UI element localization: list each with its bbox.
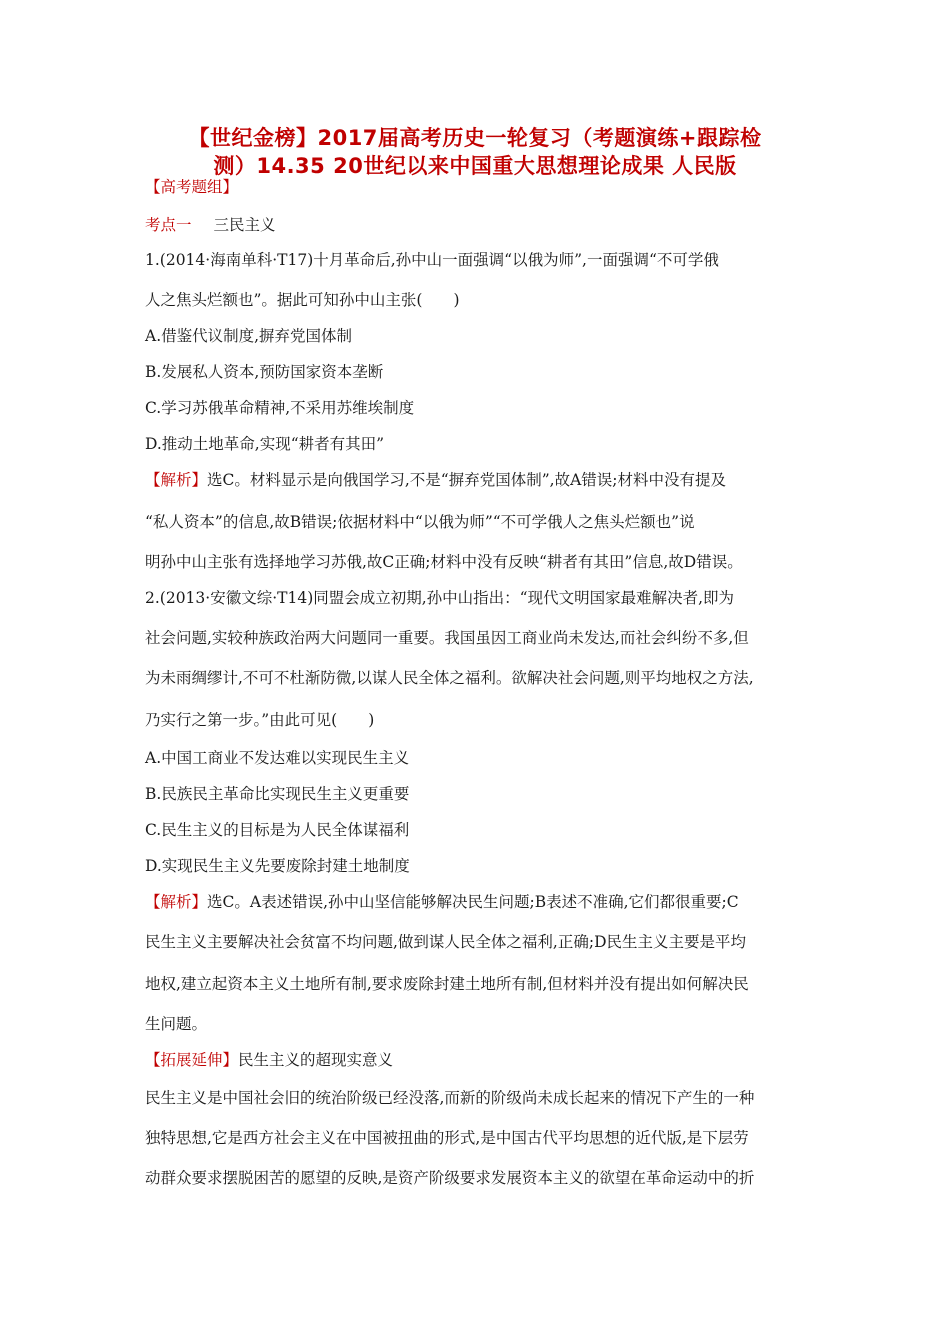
- q2-option-d: D.实现民生主义先要废除封建土地制度: [145, 857, 410, 875]
- q2-option-c: C.民生主义的目标是为人民全体谋福利: [145, 821, 410, 839]
- section-label: 【高考题组】: [145, 178, 239, 196]
- q1-option-d: D.推动土地革命,实现“耕者有其田”: [145, 435, 385, 453]
- document-title-line2: 测）14.35 20世纪以来中国重大思想理论成果 人民版: [213, 154, 737, 178]
- q2-option-a: A.中国工商业不发达难以实现民生主义: [145, 749, 410, 767]
- q2-analysis-line: 民生主义主要解决社会贫富不均问题,做到谋人民全体之福利,正确;D民生主义主要是平均: [145, 933, 747, 951]
- q2-analysis-line: 地权,建立起资本主义土地所有制,要求废除封建土地所有制,但材料并没有提出如何解决民: [145, 975, 749, 993]
- q1-stem-line: 人之焦头烂额也”。据此可知孙中山主张( ): [145, 291, 460, 309]
- q2-option-b: B.民族民主革命比实现民生主义更重要: [145, 785, 410, 803]
- topic-heading: [145, 215, 815, 235]
- q2-stem-line: 2.(2013·安徽文综·T14)同盟会成立初期,孙中山指出：“现代文明国家最难解决者,即为: [145, 589, 735, 607]
- extension-heading: [145, 1050, 815, 1070]
- q2-analysis-line: 生问题。: [145, 1015, 208, 1033]
- q1-option-b: B.发展私人资本,预防国家资本垄断: [145, 363, 384, 381]
- topic-name: 三民主义: [213, 216, 276, 234]
- q2-stem-line: 为未雨绸缪计,不可不杜渐防微,以谋人民全体之福利。欲解决社会问题,则平均地权之方法,: [145, 669, 754, 687]
- q2-stem-line: 乃实行之第一步。”由此可见( ): [145, 711, 375, 729]
- q1-analysis-line: [145, 470, 815, 490]
- extension-body-line: 动群众要求摆脱困苦的愿望的反映,是资产阶级要求发展资本主义的欲望在革命运动中的折: [145, 1169, 755, 1187]
- extension-body-line: 民生主义是中国社会旧的统治阶级已经没落,而新的阶级尚未成长起来的情况下产生的一种: [145, 1089, 755, 1107]
- q1-analysis-line: 明孙中山主张有选择地学习苏俄,故C正确;材料中没有反映“耕者有其田”信息,故D错误。: [145, 553, 743, 571]
- extension-title: 民生主义的超现实意义: [238, 1051, 394, 1069]
- topic-label: 考点一: [145, 216, 192, 234]
- q2-analysis-label: 【解析】: [145, 893, 208, 911]
- q2-analysis-line: [145, 892, 815, 912]
- extension-label: 【拓展延伸】: [145, 1051, 239, 1069]
- q2-stem-line: 社会问题,实较种族政治两大问题同一重要。我国虽因工商业尚未发达,而社会纠纷不多,但: [145, 629, 749, 647]
- q1-stem-line: 1.(2014·海南单科·T17)十月革命后,孙中山一面强调“以俄为师”,一面强调“不可学俄: [145, 251, 719, 269]
- q1-option-a: A.借鉴代议制度,摒弃党国体制: [145, 327, 353, 345]
- q2-analysis-text: 选C。A表述错误,孙中山坚信能够解决民生问题;B表述不准确,它们都很重要;C: [207, 893, 739, 911]
- q1-analysis-label: 【解析】: [145, 471, 208, 489]
- document-title-line1: 【世纪金榜】2017届高考历史一轮复习（考题演练+跟踪检: [188, 126, 762, 150]
- extension-body-line: 独特思想,它是西方社会主义在中国被扭曲的形式,是中国古代平均思想的近代版,是下层劳: [145, 1129, 749, 1147]
- q1-analysis-line: “私人资本”的信息,故B错误;依据材料中“以俄为师”“不可学俄人之焦头烂额也”说: [145, 513, 695, 531]
- q1-analysis-text: 选C。材料显示是向俄国学习,不是“摒弃党国体制”,故A错误;材料中没有提及: [207, 471, 726, 489]
- q1-option-c: C.学习苏俄革命精神,不采用苏维埃制度: [145, 399, 415, 417]
